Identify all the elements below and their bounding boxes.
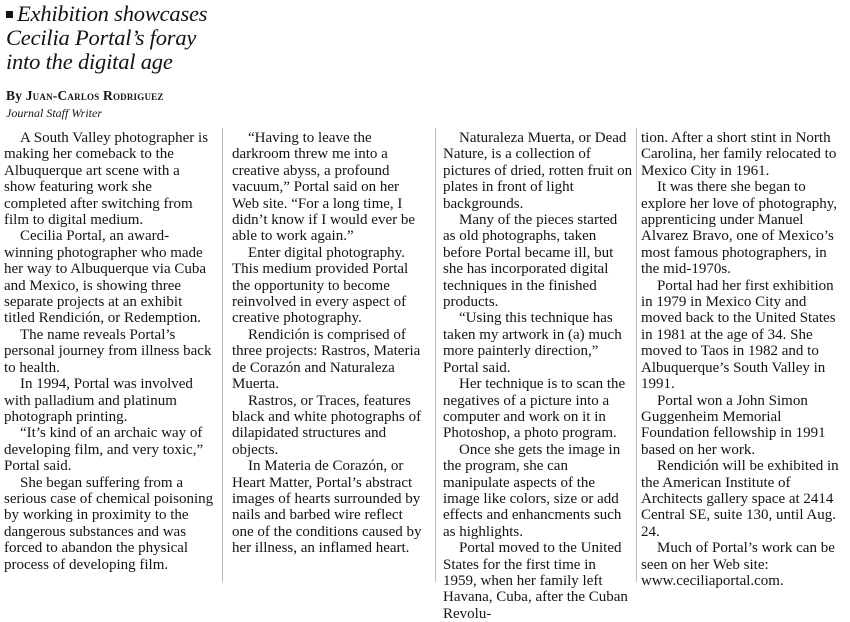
paragraph: Rendición will be exhibited in the American Institute of Architects gallery space at 2414 Central SE, suite 130, until Aug. 24.	[641, 458, 839, 540]
paragraph: “Using this technique has taken my artwork in (a) much more painterly direction,” Portal said.	[443, 310, 622, 376]
headline	[6, 2, 216, 74]
column-divider	[636, 128, 637, 582]
byline-role: Journal Staff Writer	[6, 106, 102, 120]
paragraph: In 1994, Portal was involved with palladium and platinum photograph printing.	[4, 376, 193, 425]
paragraph: Cecilia Portal, an award-winning photographer who made her way to Albuquerque via Cuba and Mexico, is showing three separate projects at an exhibit titled Rendición, or Redemption.	[4, 228, 207, 327]
paragraph: In Materia de Corazón, or Heart Matter, Portal’s abstract images of hearts surrounded by nails and barbed wire reflect one of the conditions caused by her illness, an inflamed heart.	[232, 458, 422, 557]
paragraph: It was there she began to explore her love of photography, apprenticing under Manuel Alvarez Bravo, one of Mexico’s most famous photographers, in the mid-1970s.	[641, 179, 838, 278]
paragraph: Her technique is to scan the negatives of a picture into a computer and work on it in Photoshop, a photo program.	[443, 376, 626, 442]
paragraph: A South Valley photographer is making her comeback to the Albuquerque art scene with a show featuring work she completed after switching from film to digital medium.	[4, 130, 209, 229]
paragraph: The name reveals Portal’s personal journey from illness back to health.	[4, 326, 212, 376]
paragraph: Portal had her first exhibition in 1979 in Mexico City and moved back to the United States in 1981 at the age of 34. She moved to Taos in 1982 and to Albuquerque’s South Valley in 1991.	[641, 277, 836, 393]
paragraph: tion. After a short stint in North Carolina, her family relocated to Mexico City in 1961.	[641, 130, 837, 179]
paragraph: Once she gets the image in the program, she can manipulate aspects of the image like colors, size or add effects and enhancments such as highlights.	[443, 441, 622, 540]
byline	[6, 88, 221, 104]
paragraph: She began suffering from a serious case of chemical poisoning by working in proximity to the dangerous substances and was forced to abandon the physical process of developing film.	[4, 474, 214, 573]
paragraph: Portal moved to the United States for the first time in 1959, when her family left Havana, Cuba, after the Cuban Revolu-	[443, 540, 628, 622]
paragraph: Portal won a John Simon Guggenheim Memorial Foundation fellowship in 1991 based on her work.	[641, 392, 826, 458]
column-divider	[222, 128, 223, 582]
byline-author: Juan-Carlos Rodriguez	[25, 88, 164, 103]
column-divider	[435, 128, 436, 582]
paragraph: Naturaleza Muerta, or Dead Nature, is a collection of pictures of dried, rotten fruit on plates in front of light backgrounds.	[443, 130, 633, 212]
article-column-4	[641, 130, 847, 589]
paragraph: Many of the pieces started as old photographs, taken before Portal became ill, but she has incorporated digital techniques in the finished products.	[443, 212, 618, 311]
paragraph: “Having to leave the darkroom threw me into a creative abyss, a profound vacuum,” Portal said on her Web site. “For a long time, I didn’t know if I would ever be able to work again.”	[232, 130, 416, 245]
article-column-1	[4, 130, 214, 573]
paragraph: Enter digital photography. This medium provided Portal the opportunity to become reinvolved in every aspect of creative photography.	[232, 244, 409, 327]
article-column-2	[232, 130, 428, 557]
bullet-icon	[6, 11, 13, 18]
paragraph: Much of Portal’s work can be seen on her Web site: www.ceciliaportal.com.	[641, 540, 835, 589]
byline-prefix: By	[6, 88, 23, 103]
headline-text: Exhibition showcases Cecilia Portal’s foray into the digital age	[6, 1, 208, 74]
article-column-3	[443, 130, 633, 622]
paragraph: “It’s kind of an archaic way of developing film, and very toxic,” Portal said.	[4, 425, 204, 475]
paragraph: Rendición is comprised of three projects: Rastros, Materia de Corazón and Naturaleza Muerta.	[232, 326, 421, 393]
paragraph: Rastros, or Traces, features black and white photographs of dilapidated structures and objects.	[232, 392, 422, 458]
